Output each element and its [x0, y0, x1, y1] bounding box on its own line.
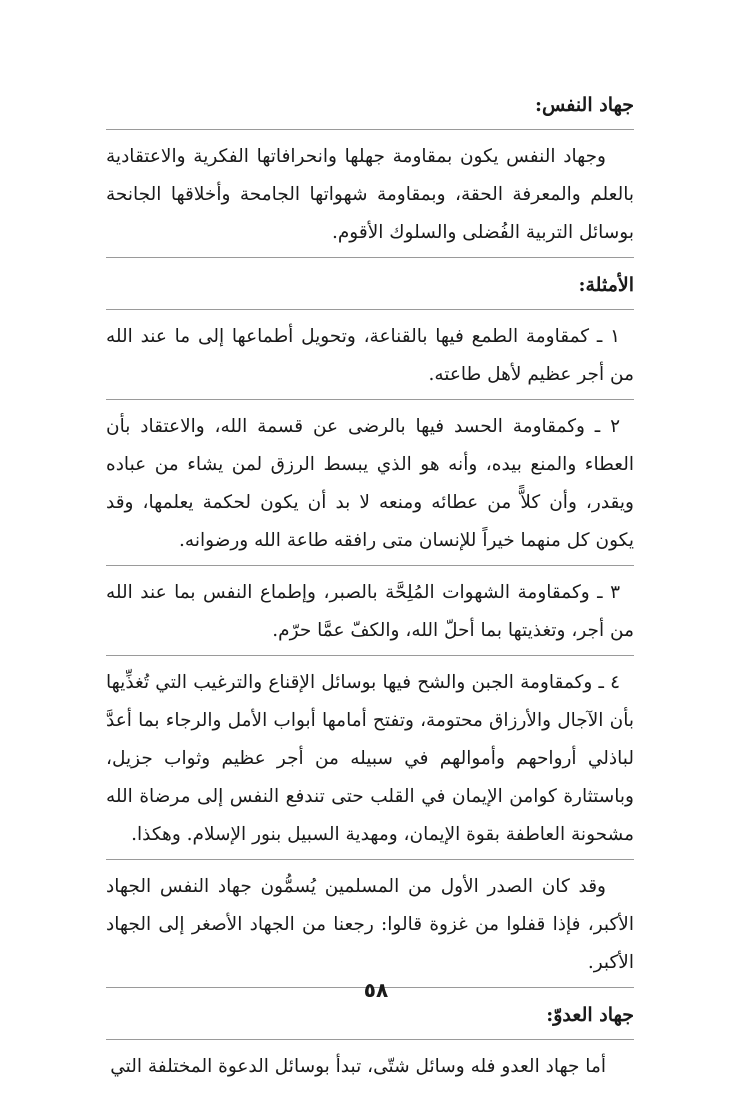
example-item-4: ٤ ـ وكمقاومة الجبن والشح فيها بوسائل الإقناع والترغيب التي تُغذِّيها بأن الآجال والأرزاق محتومة، وتفتح أمامها أبواب الأمل والرجاء بما أعدَّ لباذلي أرواحهم وأموالهم في سبيله من أجر عظيم وثواب جزيل، وباستثارة كوامن الإيمان في القلب حتى تندفع النفس إلى مرضاة الله مشحونة العاطفة بقوة الإيمان، ومهدية السبيل بنور الإسلام. وهكذا.	[106, 672, 634, 845]
page-number: ٥٨	[363, 978, 389, 1002]
divider	[106, 309, 634, 310]
example-item-1: ١ ـ كمقاومة الطمع فيها بالقناعة، وتحويل أطماعها إلى ما عند الله من أجر عظيم لأهل طاعته.	[106, 326, 634, 385]
section-heading-examples: الأمثلة:	[578, 274, 634, 296]
section-heading-self-jihad: جهاد النفس:	[534, 94, 634, 116]
section-heading-enemy-jihad: جهاد العدوّ:	[546, 1004, 634, 1026]
divider	[106, 655, 634, 656]
page-text-body	[106, 86, 634, 1086]
divider	[106, 257, 634, 258]
example-item-3: ٣ ـ وكمقاومة الشهوات المُلِحَّة بالصبر، وإطماع النفس بما عند الله من أجر، وتغذيتها بما أحلّ الله، والكفّ عمَّا حرّم.	[106, 582, 634, 641]
divider	[106, 129, 634, 130]
example-item-2: ٢ ـ وكمقاومة الحسد فيها بالرضى عن قسمة الله، والاعتقاد بأن العطاء والمنع بيده، وأنه هو الذي يبسط الرزق لمن يشاء من عباده ويقدر، وأن كلاًّ من عطائه ومنعه لا بد أن يكون لحكمة يعلمها، وقد يكون كل منهما خيراً للإنسان متى رافقه طاعة الله ورضوانه.	[106, 416, 634, 551]
paragraph-closing: وقد كان الصدر الأول من المسلمين يُسمُّون جهاد النفس الجهاد الأكبر، فإذا قفلوا من غزوة قالوا: رجعنا من الجهاد الأصغر إلى الجهاد الأكبر.	[106, 876, 634, 973]
divider	[106, 399, 634, 400]
divider	[106, 1039, 634, 1040]
paragraph-self-jihad: وجهاد النفس يكون بمقاومة جهلها وانحرافاتها الفكرية والاعتقادية بالعلم والمعرفة الحقة، وبمقاومة شهواتها الجامحة وأخلاقها الجانحة بوسائل التربية الفُضلى والسلوك الأقوم.	[106, 146, 634, 243]
divider	[106, 859, 634, 860]
paragraph-enemy-jihad: أما جهاد العدو فله وسائل شتّى، تبدأ بوسائل الدعوة المختلفة التي	[110, 1056, 606, 1077]
divider	[106, 565, 634, 566]
